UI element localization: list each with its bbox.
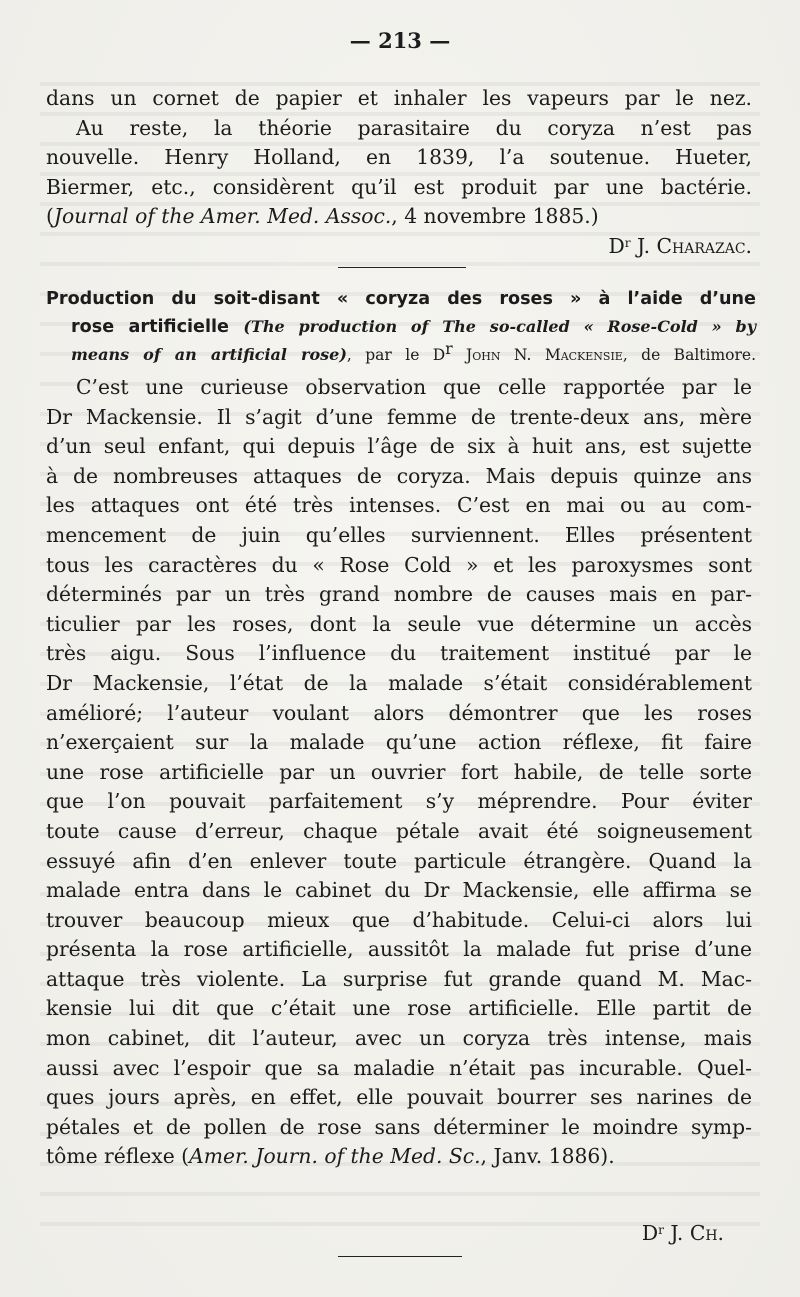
text-line: présenta la rose artificielle, aussitôt la malade fut prise d’une [46, 937, 752, 962]
text-line: que l’on pouvait parfaitement s’y méprendre. Pour éviter [46, 789, 752, 814]
text-line: trouver beaucoup mieux que d’habitude. Celui-ci alors lui [46, 907, 752, 932]
text-line: malade entra dans le cabinet du Dr Mackensie, elle affirma se [46, 878, 752, 903]
text-line: mencement de juin qu’elles surviennent. Elles présentent [46, 522, 752, 547]
text-line: n’exerçaient sur la malade qu’une action réflexe, fit faire [46, 730, 752, 755]
text-line: Au reste, la théorie parasitaire du coryza n’est pas [76, 115, 752, 140]
text-line: d’un seul enfant, qui depuis l’âge de six à huit ans, est sujette [46, 434, 752, 459]
text-line: attaque très violente. La surprise fut grande quand M. Mac- [46, 966, 752, 991]
journal-title: Journal of the Amer. Med. Assoc. [53, 204, 392, 229]
text-line: kensie lui dit que c’était une rose artificielle. Elle partit de [46, 996, 752, 1021]
intro-paragraph [46, 84, 752, 232]
text-line: déterminés par un très grand nombre de causes mais en par- [46, 582, 752, 607]
text-line: aussi avec l’espoir que sa maladie n’était pas incurable. Quel- [46, 1055, 752, 1080]
section-divider [338, 267, 466, 268]
journal-title: Amer. Journ. of the Med. Sc. [189, 1144, 481, 1169]
text-line: essuyé afin d’en enlever toute particule étrangère. Quand la [46, 848, 752, 873]
text-line: ticulier par les roses, dont la seule vue détermine un accès [46, 611, 752, 636]
text-line: une rose artificielle par un ouvrier fort habile, de telle sorte [46, 759, 752, 784]
text-line: très aigu. Sous l’influence du traitement institué par le [46, 641, 752, 666]
heading-line: means of an artificial rose), par le $D^r$ John N. Mackensie, de Baltimore. [71, 340, 756, 364]
text-line: ques jours après, en effet, elle pouvait bourrer ses narines de [46, 1085, 752, 1110]
text-line: amélioré; l’auteur voulant alors démontrer que les roses [46, 700, 752, 725]
citation-line: (Journal of the Amer. Med. Assoc., 4 novembre 1885.) [46, 204, 599, 229]
text-line: à de nombreuses attaques de coryza. Mais depuis quinze ans [46, 463, 752, 488]
text-line: C’est une curieuse observation que celle rapportée par le [76, 375, 752, 399]
text-line: toute cause d’erreur, chaque pétale avait été soigneusement [46, 818, 752, 843]
page-number: — 213 — [349, 28, 451, 53]
signature-ch: $D^r$ J. Ch. [641, 1221, 724, 1245]
article-heading [46, 286, 756, 369]
text-line: nouvelle. Henry Holland, en 1839, l’a soutenue. Hueter, [46, 145, 752, 170]
signature-charazac: $D^r$ J. Charazac. [608, 234, 752, 258]
text-line: les attaques ont été très intenses. C’est en mai ou au com- [46, 493, 752, 518]
citation-line: tôme réflexe (Amer. Journ. of the Med. Sc., Janv. 1886). [46, 1144, 615, 1169]
text-line: mon cabinet, dit l’auteur, avec un coryza très intense, mais [46, 1026, 752, 1051]
heading-line: rose artificielle (The production of The so-called « Rose-Cold » by [71, 317, 756, 337]
text-line: tous les caractères du « Rose Cold » et les paroxysmes sont [46, 552, 752, 577]
text-line: dans un cornet de papier et inhaler les vapeurs par le nez. [46, 86, 752, 110]
text-line: pétales et de pollen de rose sans déterminer le moindre symp- [46, 1114, 752, 1139]
end-divider [338, 1256, 462, 1257]
article-body [46, 373, 752, 1172]
heading-line: Production du soit-disant « coryza des roses » à l’aide d’une [46, 289, 756, 309]
text-line: Biermer, etc., considèrent qu’il est produit par une bactérie. [46, 174, 752, 199]
text-line: Dr Mackensie. Il s’agit d’une femme de trente-deux ans, mère [46, 404, 752, 429]
text-line: Dr Mackensie, l’état de la malade s’était considérablement [46, 670, 752, 695]
